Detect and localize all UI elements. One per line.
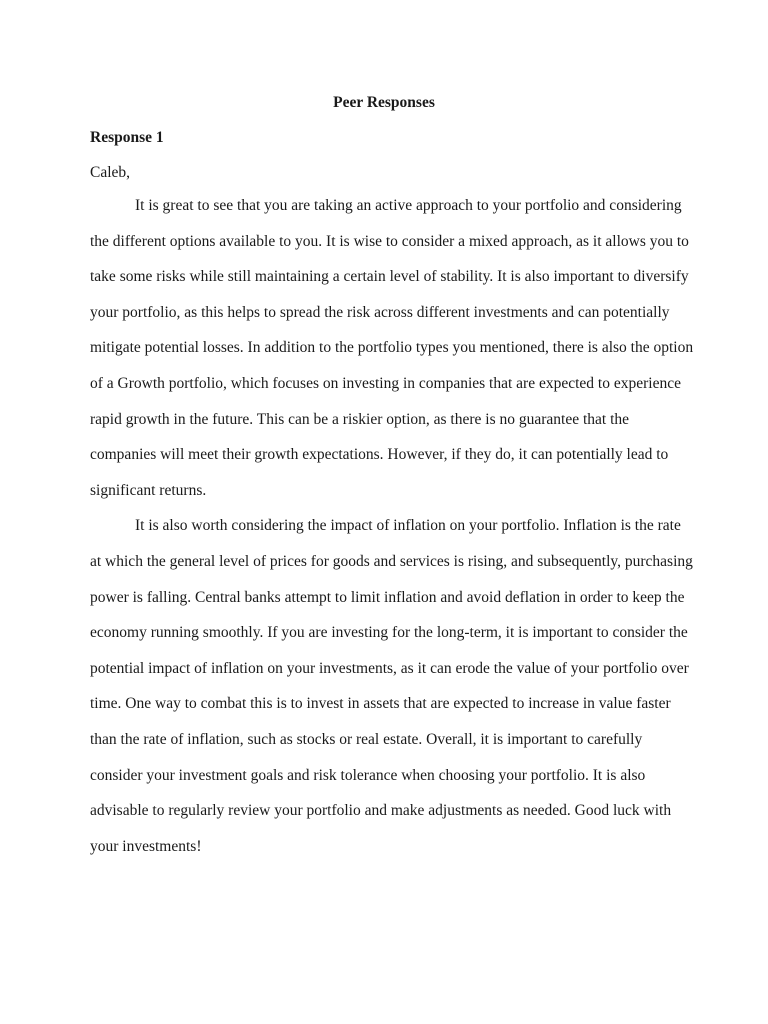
- paragraph-line: the different options available to you. It is wise to consider a mixed approach, as it allows you to: [90, 232, 689, 250]
- paragraph-line: your investments!: [90, 837, 202, 855]
- paragraph-line: companies will meet their growth expectations. However, if they do, it can potentially lead to: [90, 446, 669, 464]
- paragraph-line: mitigate potential losses. In addition to the portfolio types you mentioned, there is also the option: [90, 339, 694, 357]
- paragraph-line: time. One way to combat this is to invest in assets that are expected to increase in value faster: [90, 695, 671, 713]
- paragraph-line: power is falling. Central banks attempt to limit inflation and avoid deflation in order to keep the: [90, 588, 685, 606]
- paragraph-line: significant returns.: [90, 481, 207, 499]
- response-heading: Response 1: [90, 129, 164, 146]
- paragraph-line: take some risks while still maintaining a certain level of stability. It is also important to diversify: [90, 268, 689, 286]
- paragraph-line: potential impact of inflation on your investments, as it can erode the value of your portfolio over: [90, 659, 689, 677]
- paragraph-line: economy running smoothly. If you are investing for the long-term, it is important to consider the: [90, 624, 688, 642]
- paragraph-2: [90, 517, 693, 873]
- paragraph-line: It is also worth considering the impact of inflation on your portfolio. Inflation is the rate: [135, 517, 681, 535]
- paragraph-line: at which the general level of prices for goods and services is rising, and subsequently, purchasing: [90, 552, 693, 570]
- document-title: Peer Responses: [333, 94, 435, 111]
- paragraph-line: of a Growth portfolio, which focuses on investing in companies that are expected to experience: [90, 374, 681, 392]
- paragraph-line: your portfolio, as this helps to spread the risk across different investments and can potentially: [90, 303, 670, 321]
- paragraph-line: consider your investment goals and risk tolerance when choosing your portfolio. It is also: [90, 766, 646, 784]
- salutation: Caleb,: [90, 164, 131, 181]
- paragraph-line: rapid growth in the future. This can be a riskier option, as there is no guarantee that the: [90, 410, 630, 428]
- paragraph-line: than the rate of inflation, such as stocks or real estate. Overall, it is important to carefully: [90, 730, 643, 748]
- paragraph-line: advisable to regularly review your portfolio and make adjustments as needed. Good luck with: [90, 802, 672, 820]
- paragraph-line: It is great to see that you are taking an active approach to your portfolio and considering: [135, 197, 682, 214]
- paragraph-1: [90, 197, 694, 517]
